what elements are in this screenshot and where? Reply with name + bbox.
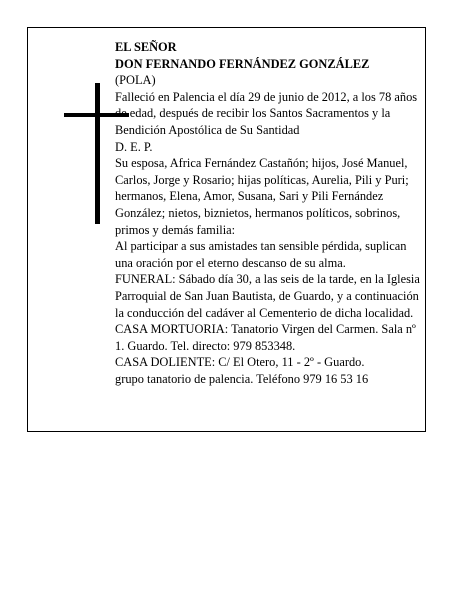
notice-title: EL SEÑOR [115, 40, 177, 54]
notice-text [115, 39, 420, 387]
family-list: Su esposa, Africa Fernández Castañón; hijos, José Manuel, Carlos, Jorge y Rosario; hijas políticas, Aurelia, Pili y Puri; hermanos, Elena, Amor, Susana, Sari y Pili Fernández González; nietos, biznietos, hermanos políticos, sobrinos, primos y demás familia: [115, 156, 409, 237]
mortuary-info: CASA MORTUORIA: Tanatorio Virgen del Carmen. Sala nº 1. Guardo. Tel. directo: 979 853348. [115, 322, 416, 353]
death-announcement: Falleció en Palencia el día 29 de junio de 2012, a los 78 años de edad, después de recibir los Santos Sacramentos y la Bendición Apostólica de Su Santidad [115, 89, 418, 137]
funeral-info: FUNERAL: Sábado día 30, a las seis de la tarde, en la Iglesia Parroquial de San Juan Bautista, de Guardo, y a continuación la conducción del cadáver al Cementerio de dicha localidad. [115, 272, 420, 320]
deceased-name: DON FERNANDO FERNÁNDEZ GONZÁLEZ [115, 56, 370, 71]
rip-text: D. E. P. [115, 139, 153, 154]
mourning-house-info: CASA DOLIENTE: C/ El Otero, 11 - 2º - Guardo. [115, 355, 365, 370]
cross-vertical-bar [95, 83, 100, 224]
prayer-request: Al participar a sus amistades tan sensible pérdida, suplican una oración por el eterno descanso de su alma. [115, 239, 407, 270]
deceased-alias: (POLA) [115, 73, 156, 88]
obituary-notice [27, 27, 426, 432]
funeral-home-info: grupo tanatorio de palencia. Teléfono 979 16 53 16 [115, 371, 369, 386]
